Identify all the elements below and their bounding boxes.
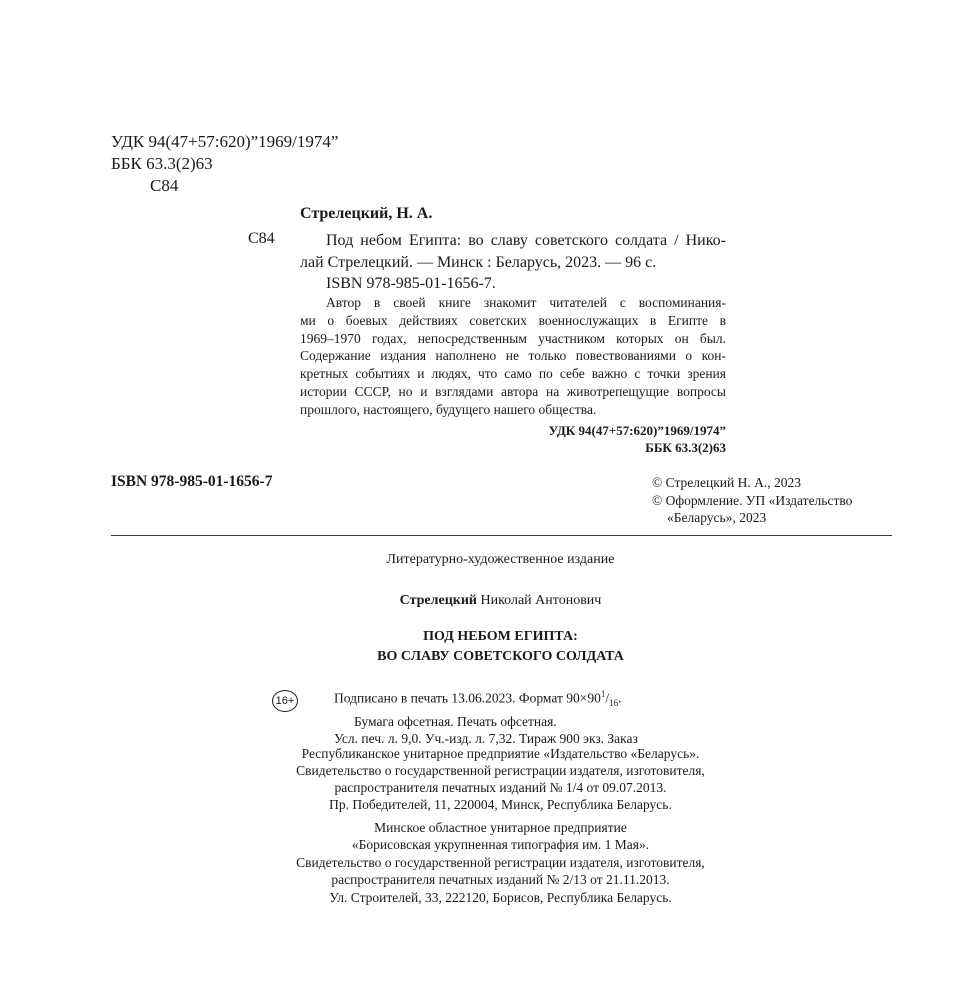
entry-author: Стрелецкий, Н. А. bbox=[300, 205, 433, 222]
copyright-design-cont: «Беларусь», 2023 bbox=[667, 510, 767, 525]
print-signed-line: Подписано в печать 13.06.2023. Формат $90\times 90^1/_{16}$. bbox=[334, 689, 622, 709]
entry-udk: УДК 94(47+57:620)”1969/1974” bbox=[548, 423, 726, 438]
entry-bbk: ББК 63.3(2)63 bbox=[645, 440, 726, 455]
abstract-line: 1969–1970 годах, непосредственным участником которых он был. bbox=[300, 330, 726, 346]
publisher-info bbox=[0, 745, 979, 813]
divider-line bbox=[111, 535, 892, 536]
top-classification bbox=[111, 131, 338, 197]
abstract-line: Автор в своей книге знакомит читателей с воспоминания- bbox=[326, 295, 726, 310]
copyright-author: © Стрелецкий Н. А., 2023 bbox=[652, 475, 801, 490]
abstract-line: кретных событиях и людях, что само по себе важно с точки зрения bbox=[300, 366, 726, 382]
imprint-author bbox=[0, 593, 979, 609]
abstract-line: истории СССР, но и взглядами автора на животрепещущие вопросы bbox=[300, 383, 726, 399]
age-rating-badge: 16+ bbox=[272, 690, 298, 712]
entry-bibliographic-description bbox=[300, 230, 726, 274]
entry-isbn: ISBN 978-985-01-1656-7. bbox=[326, 275, 496, 292]
book-title-line: ВО СЛАВУ СОВЕТСКОГО СОЛДАТА bbox=[377, 649, 624, 664]
udk-code: УДК 94(47+57:620)”1969/1974” bbox=[111, 132, 339, 151]
print-details bbox=[334, 686, 638, 748]
entry-author-sign: С84 bbox=[248, 230, 275, 247]
book-title bbox=[0, 627, 979, 667]
imprint-author-surname: Стрелецкий bbox=[399, 593, 477, 608]
biblio-line: лай Стрелецкий. — Минск : Беларусь, 2023. — 96 с. bbox=[300, 254, 657, 271]
abstract-line: Содержание издания наполнено не только повествованиями о кон- bbox=[300, 348, 726, 364]
publisher-line: Пр. Победителей, 11, 220004, Минск, Республика Беларусь. bbox=[329, 797, 672, 812]
printer-line: «Борисовская укрупненная типография им. 1 Мая». bbox=[351, 837, 650, 853]
author-sign-code: С84 bbox=[150, 176, 179, 195]
biblio-line: Под небом Египта: во славу советского солдата / Нико- bbox=[326, 232, 726, 249]
entry-classification bbox=[549, 422, 726, 456]
publisher-line: Республиканское унитарное предприятие «Издательство «Беларусь». bbox=[301, 746, 700, 761]
print-paper-line: Бумага офсетная. Печать офсетная. bbox=[354, 713, 557, 729]
printer-line: Свидетельство о государственной регистрации издателя, изготовителя, bbox=[296, 854, 705, 870]
imprint-author-names: Николай Антонович bbox=[476, 593, 602, 608]
printer-line: Ул. Строителей, 33, 222120, Борисов, Республика Беларусь. bbox=[329, 889, 672, 905]
abstract-line: прошлого, настоящего, будущего нашего общества. bbox=[300, 401, 597, 417]
bbk-code: ББК 63.3(2)63 bbox=[111, 154, 213, 173]
print-volume-line: Усл. печ. л. 9,0. Уч.-изд. л. 7,32. Тираж 900 экз. Заказ bbox=[334, 731, 638, 747]
edition-type: Литературно-художественное издание bbox=[386, 552, 615, 567]
copyright-design: © Оформление. УП «Издательство bbox=[652, 492, 853, 508]
publisher-line: распространителя печатных изданий № 1/4 от 09.07.2013. bbox=[334, 780, 667, 795]
abstract-line: ми о боевых действиях советских военнослужащих в Египте в bbox=[300, 312, 726, 328]
publisher-line: Свидетельство о государственной регистрации издателя, изготовителя, bbox=[296, 763, 705, 778]
isbn-bold: ISBN 978-985-01-1656-7 bbox=[111, 473, 273, 490]
entry-abstract bbox=[300, 294, 726, 419]
printer-line: распространителя печатных изданий № 2/13 от 21.11.2013. bbox=[331, 872, 670, 888]
printer-line: Минское областное унитарное предприятие bbox=[374, 820, 627, 835]
printer-info bbox=[0, 819, 979, 906]
copyright-notice bbox=[652, 474, 852, 527]
book-title-line: ПОД НЕБОМ ЕГИПТА: bbox=[423, 629, 578, 644]
